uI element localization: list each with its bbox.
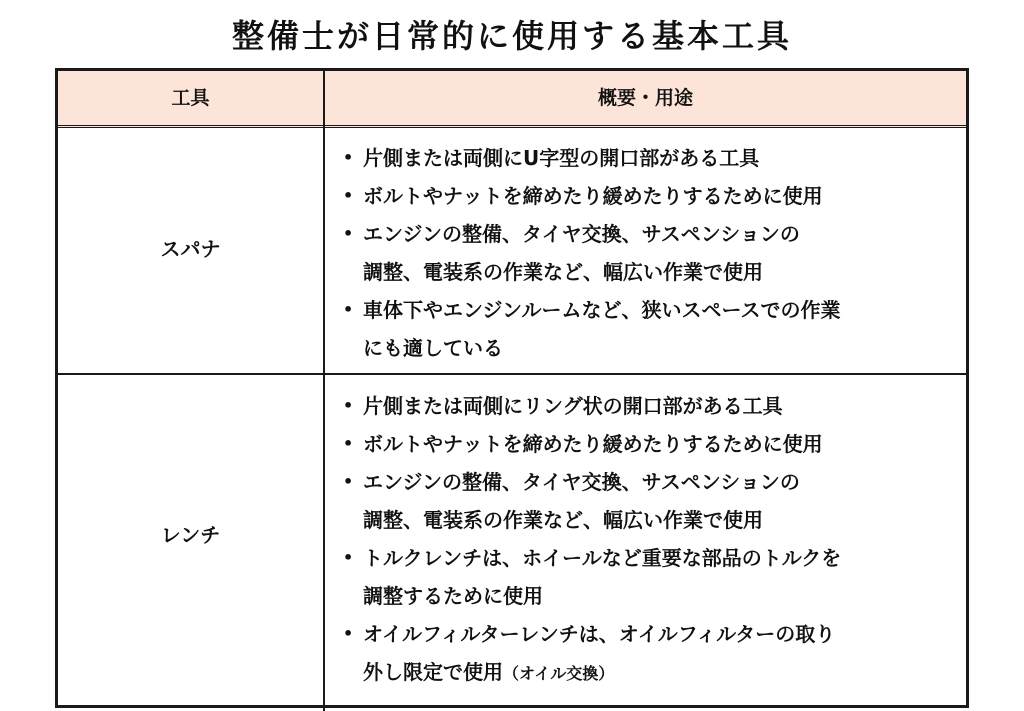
desc-text: 調整、電装系の作業など、幅広い作業で使用 (363, 260, 763, 284)
desc-line (341, 501, 951, 539)
row-divider (58, 373, 966, 375)
desc-line (341, 177, 951, 215)
desc-text: 車体下やエンジンルームなど、狭いスペースでの作業 (363, 298, 841, 322)
desc-note: （オイル交換） (503, 664, 615, 683)
desc-text: ボルトやナットを締めたり緩めたりするために使用 (363, 184, 823, 208)
bullet-icon: • (343, 624, 354, 643)
bullet-icon: • (343, 396, 354, 415)
desc-line (341, 329, 951, 367)
desc-text: 調整するために使用 (363, 584, 543, 608)
wrench-description (341, 387, 951, 691)
bullet-icon: • (343, 300, 354, 319)
header-tool: 工具 (171, 87, 210, 109)
desc-line (341, 139, 951, 177)
desc-text: ボルトやナットを締めたり緩めたりするために使用 (363, 432, 823, 456)
spanner-description (341, 139, 951, 367)
bullet-icon: • (343, 434, 354, 453)
bullet-icon: • (343, 548, 354, 567)
header-summary: 概要・用途 (597, 87, 693, 109)
desc-line (341, 539, 951, 577)
desc-text: 片側または両側にリング状の開口部がある工具 (363, 394, 783, 418)
desc-text: エンジンの整備、タイヤ交換、サスペンションの (363, 222, 800, 246)
bullet-icon: • (343, 148, 354, 167)
desc-line (341, 463, 951, 501)
column-divider (323, 71, 325, 711)
desc-text: トルクレンチは、ホイールなど重要な部品のトルクを (363, 546, 842, 570)
tool-name-spanner: スパナ (160, 237, 221, 261)
desc-text: 外し限定で使用 (363, 660, 503, 684)
bullet-icon: • (343, 472, 354, 491)
desc-line (341, 215, 951, 253)
tools-table (55, 68, 969, 708)
desc-line (341, 653, 951, 691)
tool-name-wrench: レンチ (160, 523, 221, 547)
desc-text: 調整、電装系の作業など、幅広い作業で使用 (363, 508, 763, 532)
desc-text: エンジンの整備、タイヤ交換、サスペンションの (363, 470, 800, 494)
desc-text: 片側または両側にU字型の開口部がある工具 (363, 146, 760, 170)
desc-line (341, 387, 951, 425)
desc-line (341, 253, 951, 291)
desc-line (341, 425, 951, 463)
page-title: 整備士が日常的に使用する基本工具 (231, 17, 792, 55)
desc-text: にも適している (363, 336, 503, 360)
desc-line (341, 615, 951, 653)
desc-line (341, 577, 951, 615)
bullet-icon: • (343, 224, 354, 243)
desc-text: オイルフィルターレンチは、オイルフィルターの取り (363, 622, 836, 646)
table-header-row (58, 71, 966, 128)
bullet-icon: • (343, 186, 354, 205)
desc-line (341, 291, 951, 329)
